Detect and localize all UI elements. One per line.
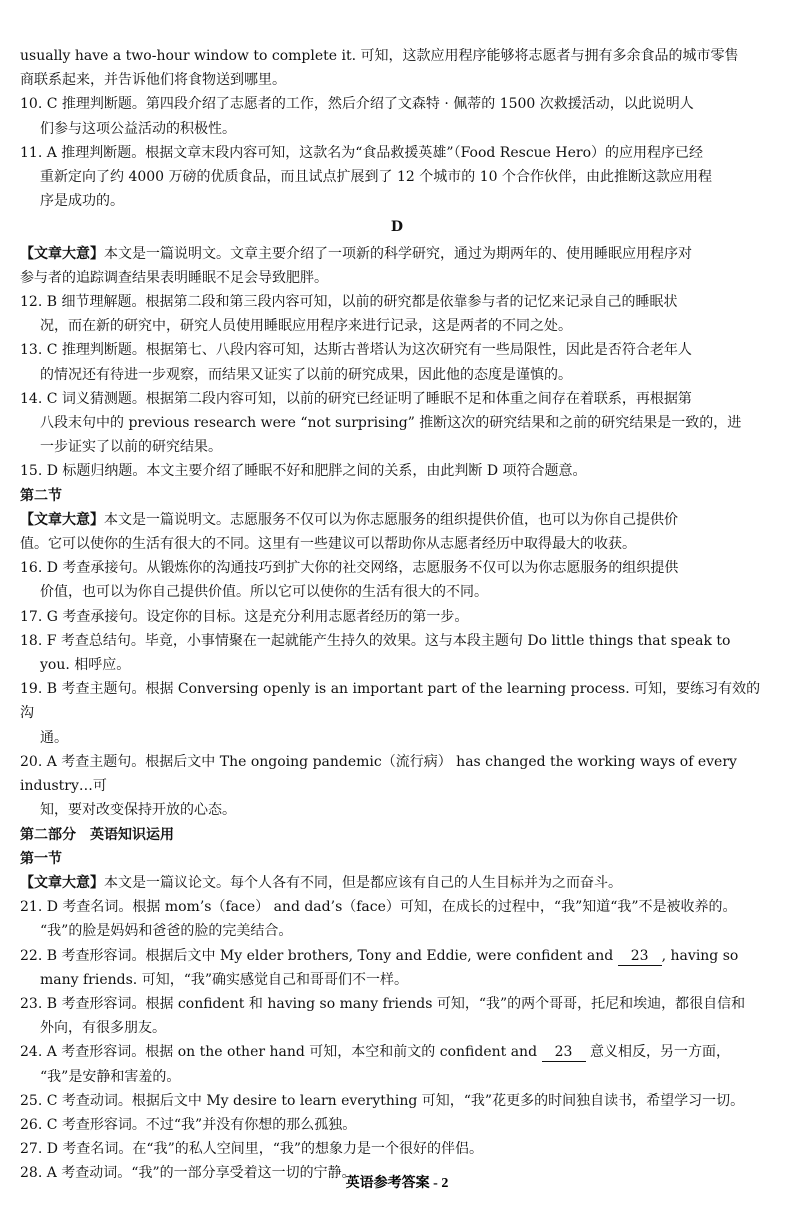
answer-item-24: [20, 1040, 774, 1088]
summary-text: 参与者的追踪调查结果表明睡眠不足会导致肥胖。: [20, 269, 328, 286]
answer-item-13: [20, 338, 774, 386]
section-heading-1: 第一节: [20, 850, 62, 867]
answer-number: 11. A: [20, 144, 57, 161]
answer-number: 13. C: [20, 342, 58, 359]
summary-tag: 【文章大意】: [20, 245, 104, 262]
answer-number: 27. D: [20, 1141, 58, 1158]
answer-number: 12. B: [20, 294, 58, 311]
answer-text: 词义猜测题。根据第二段内容可知，以前的研究已经证明了睡眠不足和体重之间存在着联系，再根据第: [61, 390, 692, 407]
summary-d: [20, 242, 774, 290]
answer-number: 24. A: [20, 1044, 57, 1061]
answer-item-20: [20, 750, 774, 823]
summary-text: 值。它可以使你的生活有很大的不同。这里有一些建议可以帮助你从志愿者经历中取得最大的收获。: [20, 536, 636, 553]
answer-text: 考查主题句。根据 Conversing openly is an important part of the learning process. 可知，要练习有效的沟: [20, 681, 761, 722]
answer-item-10: [20, 92, 774, 140]
answer-item-15: [20, 459, 774, 483]
answer-text: you. 相呼应。: [40, 657, 131, 674]
answer-item-22: [20, 944, 774, 992]
answer-text: 价值，也可以为你自己提供价值。所以它可以使你的生活有很大的不同。: [40, 584, 488, 601]
answer-number: 26. C: [20, 1116, 58, 1133]
answer-text: 八段末句中的 previous research were “not surprising” 推断这次的研究结果和之前的研究结果是一致的，进: [40, 415, 742, 432]
answer-number: 18. F: [20, 632, 57, 649]
answer-text: 推理判断题。根据第七、八段内容可知，达斯古普塔认为这次研究有一些局限性，因此是否符合老年人: [61, 342, 692, 359]
answer-text: 况，而在新的研究中，研究人员使用睡眠应用程序来进行记录，这是两者的不同之处。: [40, 318, 572, 335]
blank-number: 23: [542, 1043, 586, 1062]
summary-text: 本文是一篇议论文。每个人各有不同，但是都应该有自己的人生目标并为之而奋斗。: [104, 874, 622, 891]
answer-text: “我”的脸是妈妈和爸爸的脸的完美结合。: [40, 923, 293, 940]
summary-tag: 【文章大意】: [20, 511, 104, 528]
answer-text: 考查承接句。从锻炼你的沟通技巧到扩大你的社交网络，志愿服务不仅可以为你志愿服务的组织提供: [62, 560, 679, 577]
answer-item-18: [20, 629, 774, 677]
section-heading-d: D: [390, 219, 404, 236]
answer-text: 的情况还有待进一步观察，而结果又证实了以前的研究成果，因此他的态度是谨慎的。: [40, 366, 572, 383]
answer-text: 考查名词。在“我”的私人空间里，“我”的想象力是一个很好的伴侣。: [62, 1141, 484, 1158]
answer-text: 考查形容词。根据 on the other hand 可知，本空和前文的 confident and: [61, 1044, 538, 1061]
answer-text: 考查名词。根据 mom’s（face） and dad’s（face）可知，在成长的过程中，“我”知道“我”不是被收养的。: [62, 899, 737, 916]
summary-text: 本文是一篇说明文。文章主要介绍了一项新的科学研究，通过为期两年的、使用睡眠应用程序对: [104, 245, 692, 262]
answer-text: 考查形容词。不过“我”并没有你想的那么孤独。: [61, 1116, 357, 1133]
text-line: usually have a two-hour window to complete it. 可知，这款应用程序能够将志愿者与拥有多余食品的城市零售: [20, 48, 739, 64]
answer-text: 考查总结句。毕竟，小事情聚在一起就能产生持久的效果。这与本段主题句 Do little things that speak to: [60, 632, 731, 649]
answer-text: 意义相反，另一方面，: [589, 1044, 730, 1061]
answer-number: 23. B: [20, 995, 58, 1012]
answer-number: 19. B: [20, 681, 58, 698]
answer-item-25: [20, 1089, 774, 1113]
answer-item-19: [20, 677, 774, 750]
summary-tag: 【文章大意】: [20, 874, 104, 891]
answer-text: 们参与这项公益活动的积极性。: [40, 120, 236, 137]
answer-text: 推理判断题。第四段介绍了志愿者的工作，然后介绍了文森特 · 佩蒂的 1500 次救援活动，以此说明人: [61, 96, 694, 113]
answer-item-26: [20, 1113, 774, 1137]
answer-text: 标题归纳题。本文主要介绍了睡眠不好和肥胖之间的关系，由此判断 D 项符合题意。: [62, 463, 587, 480]
summary-3: [20, 871, 774, 895]
answer-text: 重新定向了约 4000 万磅的优质食品，而且试点扩展到了 12 个城市的 10 个合作伙伴，由此推断这款应用程: [40, 169, 712, 186]
answer-text: 一步证实了以前的研究结果。: [40, 439, 222, 456]
blank-number: 23: [618, 947, 662, 966]
answer-number: 17. G: [20, 608, 58, 625]
text-line: 商联系起来，并告诉他们将食物送到哪里。: [20, 72, 286, 89]
answer-text: 考查形容词。根据 confident 和 having so many friends 可知，“我”的两个哥哥，托尼和埃迪，都很自信和: [61, 995, 746, 1012]
answer-text: 知，要对改变保持开放的心态。: [40, 802, 236, 819]
answer-text: 通。: [40, 729, 68, 746]
answer-item-27: [20, 1137, 774, 1161]
answer-item-21: [20, 895, 774, 943]
answer-text: , having so: [661, 947, 739, 964]
part-heading-2: 第二部分 英语知识运用: [20, 826, 174, 843]
answer-text: 细节理解题。根据第二段和第三段内容可知，以前的研究都是依靠参与者的记忆来记录自己的睡眠状: [61, 294, 678, 311]
answer-number: 28. A: [20, 1165, 57, 1182]
answer-text: 考查动词。“我”的一部分享受着这一切的宁静。: [61, 1165, 356, 1182]
section-heading-2: 第二节: [20, 487, 62, 504]
answer-text: 考查动词。根据后文中 My desire to learn everything 可知，“我”花更多的时间独自读书，希望学习一切。: [61, 1092, 745, 1109]
answer-number: 20. A: [20, 753, 57, 770]
answer-number: 16. D: [20, 560, 58, 577]
answer-number: 21. D: [20, 899, 58, 916]
answer-item-23: [20, 992, 774, 1040]
answer-item-11: [20, 141, 774, 214]
answer-text: 考查形容词。根据后文中 My elder brothers, Tony and Eddie, were confident and: [61, 947, 614, 964]
answer-text: 外向，有很多朋友。: [40, 1020, 166, 1037]
answer-item-16: [20, 556, 774, 604]
answer-number: 25. C: [20, 1092, 58, 1109]
answer-text: 考查承接句。设定你的目标。这是充分利用志愿者经历的第一步。: [62, 608, 469, 625]
answer-item-12: [20, 290, 774, 338]
answer-number: 14. C: [20, 390, 58, 407]
answer-item-17: [20, 605, 774, 629]
summary-text: 本文是一篇说明文。志愿服务不仅可以为你志愿服务的组织提供价值，也可以为你自己提供价: [104, 511, 678, 528]
answer-text: 序是成功的。: [40, 193, 124, 210]
answer-text: 推理判断题。根据文章末段内容可知，这款名为“食品救援英雄”（Food Rescue Hero）的应用程序已经: [61, 144, 704, 161]
answer-text: many friends. 可知，“我”确实感觉自己和哥哥们不一样。: [40, 971, 409, 988]
answer-number: 15. D: [20, 463, 58, 480]
answer-number: 10. C: [20, 96, 58, 113]
continued-paragraph: [20, 44, 774, 92]
answer-item-14: [20, 387, 774, 460]
page-footer: 英语参考答案 - 2: [345, 1176, 449, 1191]
summary-2: [20, 508, 774, 556]
answer-text: 考查主题句。根据后文中 The ongoing pandemic（流行病） has changed the working ways of every industry…可: [20, 753, 737, 795]
answer-number: 22. B: [20, 947, 58, 964]
answer-text: “我”是安静和害羞的。: [40, 1068, 181, 1085]
